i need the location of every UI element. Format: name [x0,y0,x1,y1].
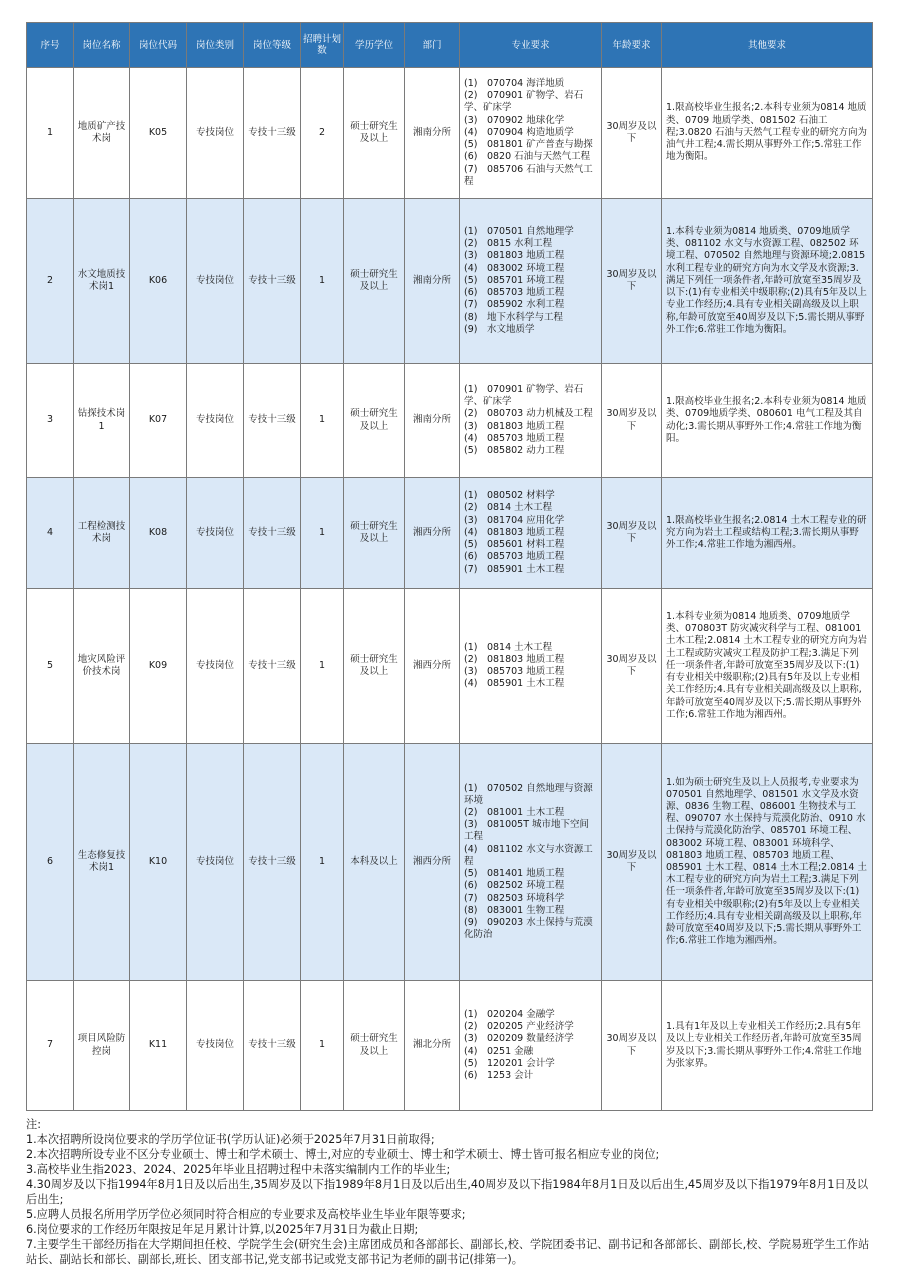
age-requirement: 30周岁及以下 [602,364,662,478]
position-category: 专技岗位 [187,478,244,589]
education-requirement: 硕士研究生及以上 [344,364,405,478]
position-name: 工程检测技术岗 [74,478,130,589]
row-number: 2 [27,199,74,364]
age-requirement: 30周岁及以下 [602,199,662,364]
major-item: (1) 070901 矿物学、岩石学、矿床学 [464,383,584,408]
hiring-count: 1 [301,199,344,364]
age-requirement: 30周岁及以下 [602,981,662,1111]
age-requirement: 30周岁及以下 [602,478,662,589]
other-requirements: 1.限高校毕业生报名;2.本科专业须为0814 地质类、0709 地质学类、081502 石油工程;3.0820 石油与天然气工程专业的研究方向为油气井工程;4.需长期从事野外工作;5.常驻工作地为衡阳。 [662,68,873,199]
notes-section [26,1117,874,1267]
major-item: (1) 0814 土木工程 [464,641,553,653]
position-level: 专技十三级 [244,981,301,1111]
department: 湘南分所 [405,68,460,199]
major-item: (3) 081803 地质工程 [464,420,565,432]
row-number: 7 [27,981,74,1111]
major-item: (2) 081803 地质工程 [464,653,565,665]
major-item: (7) 085902 水利工程 [464,299,565,311]
major-item: (7) 085901 土木工程 [464,563,565,575]
position-code: K06 [130,199,187,364]
note-item: 4.30周岁及以下指1994年8月1日及以后出生,35周岁及以下指1989年8月1日及以后出生,40周岁及以下指1984年8月1日及以后出生,45周岁及以下指1979年8月1日及以后出生; [26,1178,869,1206]
header-cell: 年龄要求 [602,23,662,68]
position-name: 钻探技术岗1 [74,364,130,478]
hiring-count: 2 [301,68,344,199]
row-number: 4 [27,478,74,589]
position-category: 专技岗位 [187,589,244,744]
position-name: 项目风险防控岗 [74,981,130,1111]
other-requirements: 1.本科专业须为0814 地质类、0709地质学类、070803T 防灾减灾科学与工程、081001 土木工程;2.0814 土木工程专业的研究方向为岩土工程或防灾减灾工程及防护工程;3.满足下列任一项条件者,年龄可放宽至35周岁及以下:(1)有专业相关中级职称;(2)具有5年及以上专业相关工作经历;4.具有专业相关副高级及以上职称,年龄可放宽至40周岁及以下;5.需长期从事野外工作;6.常驻工作地为湘西州。 [662,589,873,744]
department: 湘西分所 [405,589,460,744]
major-item: (4) 085703 地质工程 [464,432,565,444]
major-item: (3) 085703 地质工程 [464,666,565,677]
major-item: (4) 085901 土木工程 [464,678,565,690]
major-requirements [460,364,602,478]
header-cell: 学历学位 [344,23,405,68]
table-row [27,199,873,364]
note-item: 2.本次招聘所设专业不区分专业硕士、博士和学术硕士、博士,对应的专业硕士、博士和学术硕士、博士皆可报名相应专业的岗位; [26,1148,660,1161]
major-item: (1) 070501 自然地理学 [464,226,574,238]
recruitment-table-container [26,22,872,1111]
note-item: 7.主要学生干部经历指在大学期间担任校、学院学生会(研究生会)主席团成员和各部部长、副部长,校、学院团委书记、副书记和各部部长、副部长,校、学院易班学生工作站站长、副站长和部长、副部长,班长、团支部书记,党支部书记或党支部书记为老师的副书记(排第一)。 [26,1238,870,1266]
position-category: 专技岗位 [187,744,244,981]
table-row [27,589,873,744]
position-code: K08 [130,478,187,589]
department: 湘北分所 [405,981,460,1111]
major-item: (9) 水文地质学 [464,323,535,335]
table-row [27,478,873,589]
department: 湘西分所 [405,478,460,589]
table-row [27,981,873,1111]
notes-heading: 注: [26,1118,41,1131]
position-level: 专技十三级 [244,68,301,199]
major-item: (5) 120201 会计学 [464,1057,555,1069]
major-item: (5) 085701 环境工程 [464,274,565,286]
position-name: 地灾风险评价技术岗 [74,589,130,744]
position-code: K11 [130,981,187,1111]
major-item: (3) 081803 地质工程 [464,250,565,262]
position-name: 水文地质技术岗1 [74,199,130,364]
department: 湘南分所 [405,364,460,478]
hiring-count: 1 [301,744,344,981]
major-item: (6) 085703 地质工程 [464,287,565,299]
major-item: (2) 020205 产业经济学 [464,1021,574,1033]
major-item: (7) 085706 石油与天然气工程 [464,163,593,187]
major-item: (2) 070901 矿物学、岩石学、矿床学 [464,90,584,114]
major-item: (1) 020204 金融学 [464,1008,555,1020]
header-cell: 岗位代码 [130,23,187,68]
position-name: 生态修复技术岗1 [74,744,130,981]
major-item: (8) 地下水科学与工程 [464,311,563,323]
note-item: 1.本次招聘所设岗位要求的学历学位证书(学历认证)必须于2025年7月31日前取得; [26,1133,435,1146]
row-number: 6 [27,744,74,981]
major-item: (4) 081803 地质工程 [464,526,565,538]
major-item: (3) 070902 地球化学 [464,114,565,126]
table-row [27,68,873,199]
major-item: (5) 081801 矿产普查与勘探 [464,139,593,151]
header-cell: 岗位等级 [244,23,301,68]
position-category: 专技岗位 [187,364,244,478]
major-requirements [460,199,602,364]
major-item: (4) 083002 环境工程 [464,262,565,274]
major-item: (1) 070704 海洋地质 [464,78,565,90]
row-number: 1 [27,68,74,199]
major-item: (2) 080703 动力机械及工程 [464,408,593,420]
recruitment-table [26,22,873,1111]
education-requirement: 硕士研究生及以上 [344,199,405,364]
major-item: (5) 081401 地质工程 [464,868,565,880]
major-item: (6) 1253 会计 [464,1069,534,1081]
major-requirements [460,68,602,199]
position-category: 专技岗位 [187,199,244,364]
major-requirements [460,981,602,1111]
major-item: (2) 081001 土木工程 [464,807,565,819]
hiring-count: 1 [301,364,344,478]
education-requirement: 硕士研究生及以上 [344,68,405,199]
position-code: K05 [130,68,187,199]
other-requirements: 1.限高校毕业生报名;2.0814 土木工程专业的研究方向为岩土工程或结构工程;3.需长期从事野外工作;4.常驻工作地为湘西州。 [662,478,873,589]
major-item: (4) 081102 水文与水资源工程 [464,843,593,867]
position-name: 地质矿产技术岗 [74,68,130,199]
position-level: 专技十三级 [244,478,301,589]
note-item: 3.高校毕业生指2023、2024、2025年毕业且招聘过程中未落实编制内工作的毕业生; [26,1163,451,1176]
position-level: 专技十三级 [244,199,301,364]
major-item: (4) 070904 构造地质学 [464,126,574,138]
note-item: 6.岗位要求的工作经历年限按足年足月累计计算,以2025年7月31日为截止日期; [26,1223,419,1236]
major-requirements [460,589,602,744]
major-item: (8) 083001 生物工程 [464,904,565,916]
position-level: 专技十三级 [244,589,301,744]
position-level: 专技十三级 [244,364,301,478]
major-item: (6) 085703 地质工程 [464,551,565,563]
other-requirements: 1.如为硕士研究生及以上人员报考,专业要求为070501 自然地理学、081501 水文学及水资源、0836 生物工程、086001 生物技术与工程、090707 水土保持与荒漠化防治、0910 水土保持与荒漠化防治学、085701 环境工程、083002 环境工程、083001 环境科学、081803 地质工程、085703 地质工程、085901 土木工程、0814 土木工程;2.0814 土木工程专业的研究方向为岩土工程;3.满足下列任一项条件者,年龄可放宽至35周岁及以下:(1)有专业相关中级职称;(2)有5年及以上专业相关工作经历;4.具有专业相关副高级及以上职称,年龄可放宽至40周岁及以下;5.需长期从事野外工作;6.常驻工作地为湘西州。 [662,744,873,981]
major-item: (1) 080502 材料学 [464,490,555,502]
major-item: (1) 070502 自然地理与资源环境 [464,782,593,806]
hiring-count: 1 [301,589,344,744]
major-requirements [460,478,602,589]
age-requirement: 30周岁及以下 [602,744,662,981]
header-cell: 序号 [27,23,74,68]
position-category: 专技岗位 [187,68,244,199]
header-row [27,23,873,68]
position-code: K07 [130,364,187,478]
education-requirement: 本科及以上 [344,744,405,981]
position-code: K09 [130,589,187,744]
header-cell: 岗位类别 [187,23,244,68]
major-item: (4) 0251 金融 [464,1045,534,1057]
table-row [27,364,873,478]
major-requirements [460,744,602,981]
department: 湘西分所 [405,744,460,981]
major-item: (9) 090203 水土保持与荒漠化防治 [464,916,593,941]
major-item: (7) 082503 环境科学 [464,892,565,904]
department: 湘南分所 [405,199,460,364]
header-cell: 岗位名称 [74,23,130,68]
major-item: (6) 0820 石油与天然气工程 [464,151,591,163]
position-category: 专技岗位 [187,981,244,1111]
age-requirement: 30周岁及以下 [602,68,662,199]
hiring-count: 1 [301,981,344,1111]
position-level: 专技十三级 [244,744,301,981]
major-item: (5) 085802 动力工程 [464,444,565,456]
major-item: (3) 020209 数量经济学 [464,1033,574,1045]
education-requirement: 硕士研究生及以上 [344,478,405,589]
header-cell: 部门 [405,23,460,68]
header-cell: 专业要求 [460,23,602,68]
position-code: K10 [130,744,187,981]
note-item: 5.应聘人员报名所用学历学位必须同时符合相应的专业要求及高校毕业生毕业年限等要求; [26,1208,466,1221]
major-item: (2) 0814 土木工程 [464,502,553,514]
other-requirements: 1.限高校毕业生报名;2.本科专业须为0814 地质类、0709地质学类、080601 电气工程及其自动化;3.需长期从事野外工作;4.常驻工作地为衡阳。 [662,364,873,478]
age-requirement: 30周岁及以下 [602,589,662,744]
header-cell: 招聘计划数 [301,23,344,68]
row-number: 5 [27,589,74,744]
education-requirement: 硕士研究生及以上 [344,589,405,744]
education-requirement: 硕士研究生及以上 [344,981,405,1111]
major-item: (5) 085601 材料工程 [464,539,565,551]
other-requirements: 1.本科专业须为0814 地质类、0709地质学类、081102 水文与水资源工程、082502 环境工程、070502 自然地理与资源环境;2.0815 水利工程专业的研究方向为水文学及水资源;3.满足下列任一项条件者,年龄可放宽至35周岁及以下:(1)有专业相关中级职称;(2)具有5年及以上专业工作经历;4.具有专业相关副高级及以上职称,年龄可放宽至40周岁及以下;5.需长期从事野外工作;6.常驻工作地为衡阳。 [662,199,873,364]
table-row [27,744,873,981]
major-item: (2) 0815 水利工程 [464,238,553,250]
header-cell: 其他要求 [662,23,873,68]
other-requirements: 1.具有1年及以上专业相关工作经历;2.具有5年及以上专业相关工作经历者,年龄可放宽至35周岁及以下;3.需长期从事野外工作;4.常驻工作地为张家界。 [662,981,873,1111]
row-number: 3 [27,364,74,478]
hiring-count: 1 [301,478,344,589]
major-item: (3) 081704 应用化学 [464,514,565,526]
major-item: (3) 081005T 城市地下空间工程 [464,819,590,843]
major-item: (6) 082502 环境工程 [464,880,565,892]
